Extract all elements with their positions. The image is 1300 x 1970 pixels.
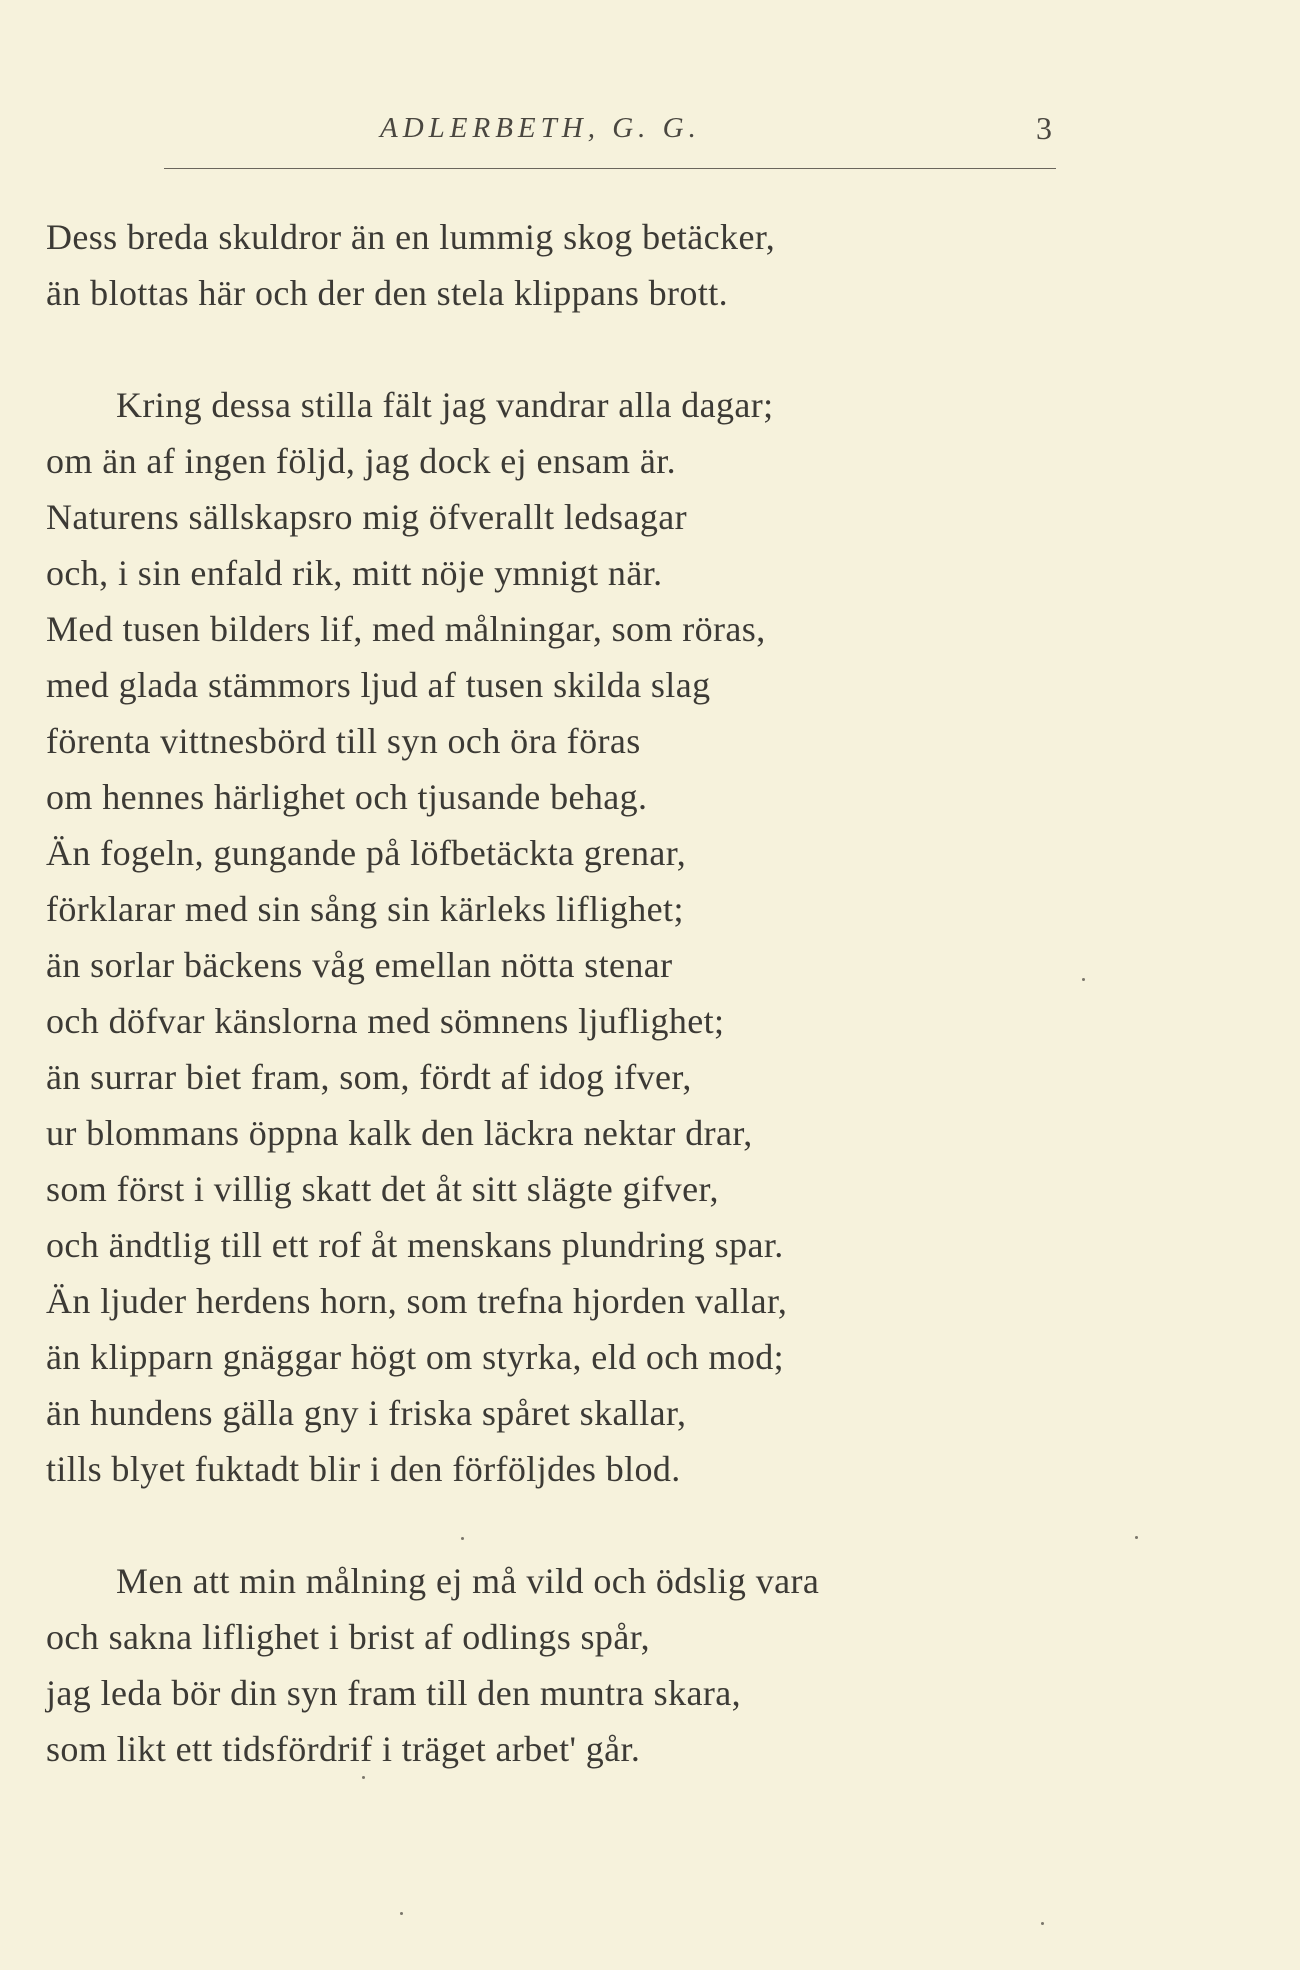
verse-line: jag leda bör din syn fram till den muntra skara, — [46, 1673, 742, 1713]
verse-line: Än ljuder herdens horn, som trefna hjorden vallar, — [46, 1281, 788, 1321]
stanza-3 — [46, 1553, 1086, 1777]
print-speck — [1041, 1922, 1044, 1925]
verse-line: Med tusen bilders lif, med målningar, som röras, — [46, 609, 766, 649]
header-rule-gap — [46, 168, 164, 171]
verse-line: och sakna liflighet i brist af odlings spår, — [46, 1617, 651, 1657]
verse-line: än klipparn gnäggar högt om styrka, eld och mod; — [46, 1337, 785, 1377]
verse-line: förklarar med sin sång sin kärleks liflighet; — [46, 889, 684, 929]
poem-body — [46, 209, 1086, 1777]
print-speck — [1082, 978, 1085, 981]
running-head: ADLERBETH, G. G. — [380, 112, 701, 144]
print-speck — [362, 1776, 365, 1779]
verse-line: och döfvar känslorna med sömnens ljuflighet; — [46, 1001, 725, 1041]
stanza-2 — [46, 377, 1086, 1497]
verse-line: och ändtlig till ett rof åt menskans plundring spar. — [46, 1225, 784, 1265]
verse-line: Dess breda skuldror än en lummig skog betäcker, — [46, 217, 776, 257]
verse-line: Än fogeln, gungande på löfbetäckta grenar, — [46, 833, 687, 873]
verse-line: ur blommans öppna kalk den läckra nektar drar, — [46, 1113, 753, 1153]
verse-line: med glada stämmors ljud af tusen skilda slag — [46, 665, 711, 705]
verse-line: Kring dessa stilla fält jag vandrar alla dagar; — [116, 385, 774, 425]
verse-line: än surrar biet fram, som, fördt af idog ifver, — [46, 1057, 692, 1097]
page-number: 3 — [1036, 110, 1052, 146]
print-speck — [400, 1912, 403, 1915]
verse-line: Men att min målning ej må vild och ödslig vara — [116, 1561, 820, 1601]
verse-line: tills blyet fuktadt blir i den förföljdes blod. — [46, 1449, 681, 1489]
verse-line: än hundens gälla gny i friska spåret skallar, — [46, 1393, 687, 1433]
verse-line: än sorlar bäckens våg emellan nötta stenar — [46, 945, 673, 985]
page-header — [0, 112, 1300, 152]
verse-line: än blottas här och der den stela klippans brott. — [46, 273, 729, 313]
print-speck — [1135, 1536, 1138, 1539]
stanza-1 — [46, 209, 1086, 321]
print-speck — [461, 1537, 464, 1540]
verse-line: som först i villig skatt det åt sitt slägte gifver, — [46, 1169, 719, 1209]
verse-line: som likt ett tidsfördrif i träget arbet' går. — [46, 1729, 641, 1769]
verse-line: och, i sin enfald rik, mitt nöje ymnigt när. — [46, 553, 663, 593]
verse-line: Naturens sällskapsro mig öfverallt ledsagar — [46, 497, 688, 537]
header-rule — [46, 168, 1056, 169]
verse-line: om hennes härlighet och tjusande behag. — [46, 777, 648, 817]
verse-line: om än af ingen följd, jag dock ej ensam är. — [46, 441, 677, 481]
verse-line: förenta vittnesbörd till syn och öra föras — [46, 721, 641, 761]
